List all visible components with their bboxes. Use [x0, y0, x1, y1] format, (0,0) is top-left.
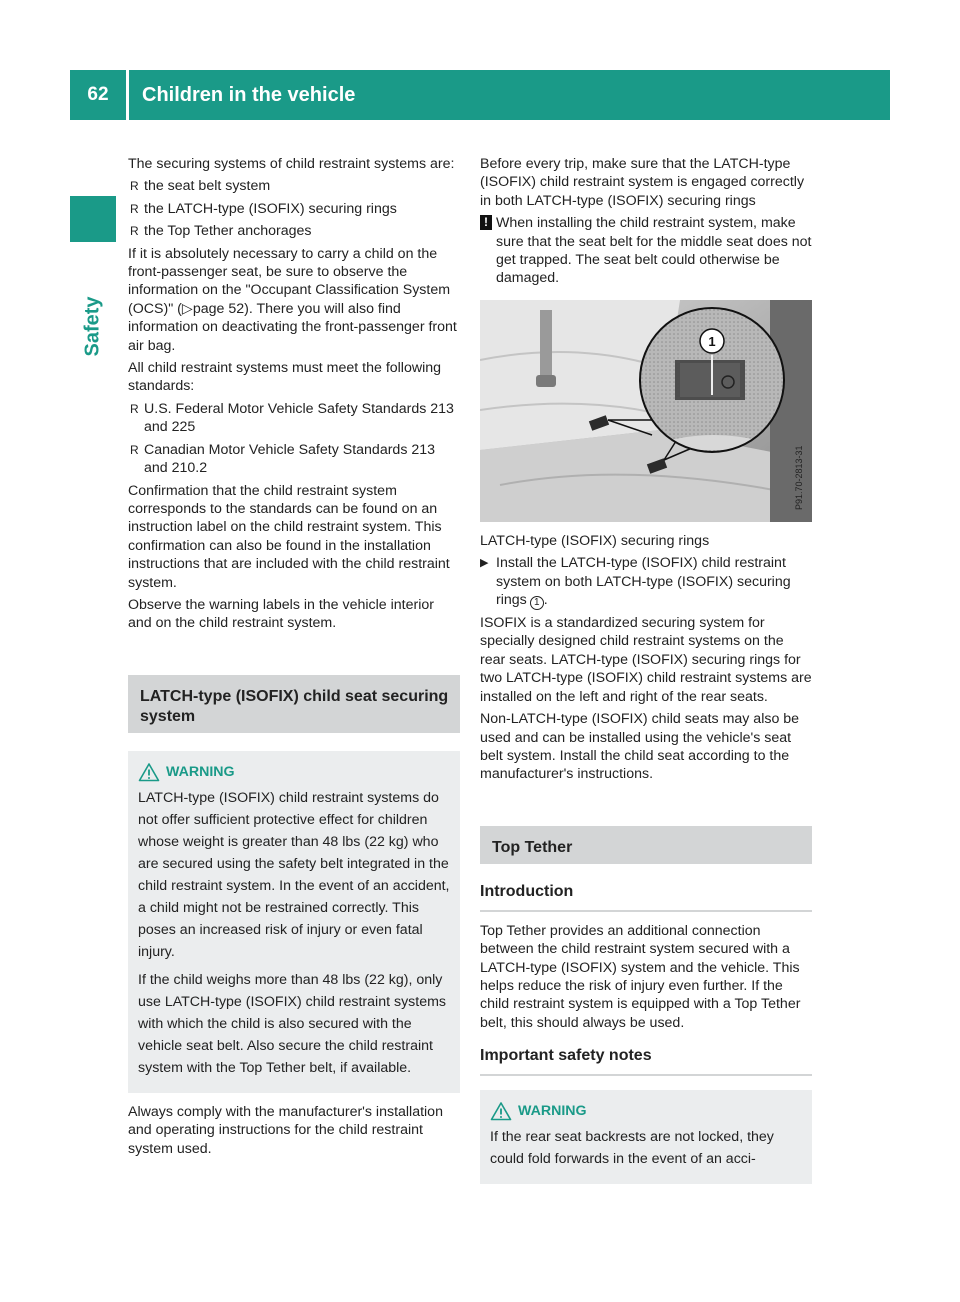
page-ref-arrow-icon: ▷	[181, 300, 193, 317]
header-divider	[126, 70, 129, 120]
warning-title: WARNING	[138, 761, 452, 783]
bullet-icon: R	[130, 401, 139, 416]
list-item: R the LATCH-type (ISOFIX) securing rings	[130, 200, 397, 217]
bullet-icon: R	[130, 224, 139, 239]
warning-box	[128, 751, 460, 1093]
isofix-paragraph: ISOFIX is a standardized securing system for specially designed child restraint systems on the rear seats. LATCH-type (ISOFIX) securing rings for two LATCH-type (ISOFIX) child restraint systems are installed on the left and right of the rear seats.	[480, 615, 812, 705]
instruction-arrow-icon: ▶	[480, 557, 489, 570]
subheading-introduction: Introduction	[480, 882, 812, 912]
non-latch-paragraph: Non-LATCH-type (ISOFIX) child seats may also be used and can be installed using the vehicle's seat belt system. Install the child seat according to the manufacturer's instructions.	[480, 711, 800, 783]
note-text: When installing the child restraint system, make sure that the seat belt for the middle seat does not get trapped. The seat belt could otherwise be damaged.	[496, 215, 812, 287]
page-header	[70, 70, 890, 120]
left-column	[128, 155, 460, 1162]
bullet-icon: R	[130, 442, 139, 457]
image-marker-label: 1	[708, 333, 716, 349]
image-code: P91.70-2813-31	[794, 445, 804, 510]
section-heading-latch: LATCH-type (ISOFIX) child seat securing system	[128, 675, 460, 733]
confirmation-paragraph: Confirmation that the child restraint system corresponds to the standards can be found on an instruction label on the child restraint system. This confirmation can also be found in the installation instructions that are included with the child restraint system.	[128, 482, 450, 591]
subheading-safety-notes: Important safety notes	[480, 1046, 812, 1076]
chapter-title: Children in the vehicle	[142, 83, 356, 106]
warning-title: WARNING	[490, 1100, 804, 1122]
image-caption: LATCH-type (ISOFIX) securing rings	[480, 532, 710, 549]
comply-paragraph: Always comply with the manufacturer's installation and operating instructions for the child restraint system used.	[128, 1103, 443, 1157]
warning-box	[480, 1090, 812, 1184]
exclamation-icon: !	[480, 215, 492, 230]
bullet-icon: R	[130, 201, 139, 216]
standards-intro: All child restraint systems must meet the following standards:	[128, 360, 442, 395]
front-seat-paragraph: If it is absolutely necessary to carry a child on the front-passenger seat, be sure to observe the information on the "Occupant Classification System (OCS)" (▷page 52). There you will also find information on deactivating the front-passenger front air bag.	[128, 245, 457, 354]
isofix-rings-image	[480, 300, 812, 522]
warning-triangle-icon	[490, 1101, 512, 1121]
list-item: R U.S. Federal Motor Vehicle Safety Standards 213 and 225	[130, 400, 454, 436]
warning-paragraph: LATCH-type (ISOFIX) child restraint systems do not offer sufficient protective effect for children whose weight is greater than 48 lbs (22 kg) who are secured using the safety belt integrated in the child restraint system. In the event of an accident, a child might not be restrained correctly. This poses an increased risk of injury or even fatal injury.	[138, 789, 450, 960]
page-number: 62	[87, 84, 109, 105]
list-item: R the Top Tether anchorages	[130, 223, 312, 240]
introduction-paragraph: Top Tether provides an additional connection between the child restraint system secured with a LATCH-type (ISOFIX) system and the vehicle. This helps reduce the risk of injury even further. If the child restraint system is equipped with a Top Tether belt, this should always be used.	[480, 922, 801, 1031]
right-column	[480, 155, 812, 1194]
callout-marker: 1	[530, 596, 544, 610]
list-item: R the seat belt system	[130, 178, 271, 195]
warning-paragraph: If the rear seat backrests are not locked, they could fold forwards in the event of an acci-	[490, 1129, 774, 1168]
side-tab-label: Safety	[81, 296, 104, 357]
warning-paragraph: If the child weighs more than 48 lbs (22 kg), only use LATCH-type (ISOFIX) child restraint systems with which the child is also secured with the vehicle seat belt. Also secure the child restraint system with the Top Tether belt, if available.	[138, 971, 446, 1076]
bullet-icon: R	[130, 179, 139, 194]
before-trip-paragraph: Before every trip, make sure that the LATCH-type (ISOFIX) child restraint system is engaged correctly in both LATCH-type (ISOFIX) securing rings	[480, 156, 805, 209]
intro-paragraph: The securing systems of child restraint systems are:	[128, 156, 455, 172]
instruction-step: ▶ Install the LATCH-type (ISOFIX) child restraint system on both LATCH-type (ISOFIX) securing rings 1 .	[480, 555, 791, 609]
list-item: R Canadian Motor Vehicle Safety Standards 213 and 210.2	[130, 441, 436, 477]
side-tab-marker	[70, 196, 116, 242]
warning-triangle-icon	[138, 762, 160, 782]
page-ref-link[interactable]: page 52). There you will also find information on deactivating the front-passenger front air bag.	[128, 300, 457, 354]
observe-paragraph: Observe the warning labels in the vehicle interior and on the child restraint system.	[128, 596, 434, 632]
note	[480, 214, 812, 288]
section-heading-top-tether: Top Tether	[480, 826, 812, 864]
